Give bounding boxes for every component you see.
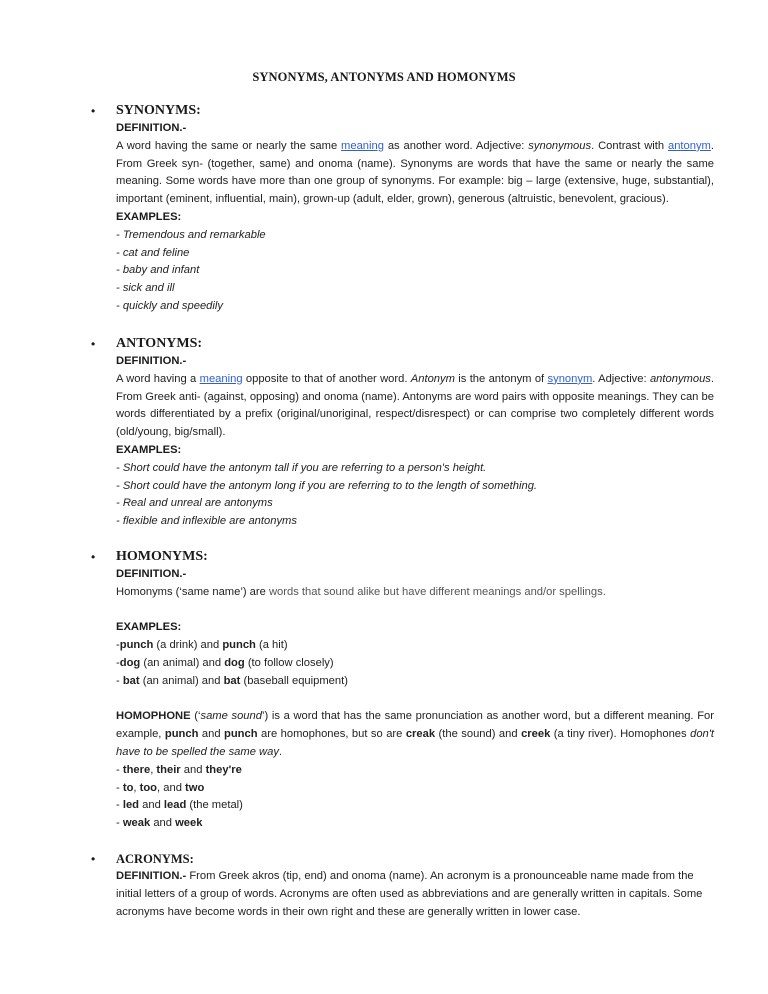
antonyms-section — [91, 335, 715, 531]
bullet-icon: • — [91, 852, 96, 866]
antonym-example: - flexible and inflexible are antonyms — [116, 515, 297, 528]
document-title: SYNONYMS, ANTONYMS AND HOMONYMS — [252, 70, 516, 84]
meaning-link[interactable]: meaning — [341, 139, 384, 152]
synonyms-definition-label: DEFINITION.- — [116, 122, 187, 134]
synonym-example: - quickly and speedily — [116, 299, 223, 312]
acronyms-section — [91, 850, 714, 921]
homonyms-definition-label: DEFINITION.- — [116, 568, 187, 580]
homophone-example: - led and lead (the metal) — [116, 799, 243, 812]
synonyms-section — [91, 102, 714, 316]
homonyms-section — [91, 548, 715, 833]
homophone-example: - to, too, and two — [116, 781, 205, 794]
homophone-example: - there, their and they're — [116, 763, 242, 776]
synonym-example: - Tremendous and remarkable — [116, 228, 266, 241]
acronyms-definition: DEFINITION.- From Greek akros (tip, end) and onoma (name). An acronym is a pronounceable name made from the initial letters of a group of words. Acronyms are often used as abbreviations and are generally written in capitals. Some acronyms have become words in their own right and these are generally written in lower case. — [116, 870, 703, 918]
antonyms-examples-label: EXAMPLES: — [116, 443, 182, 456]
homonyms-heading: HOMONYMS: — [116, 549, 208, 564]
bullet-icon: • — [91, 550, 96, 564]
synonym-link[interactable]: synonym — [547, 372, 593, 385]
antonyms-heading: ANTONYMS: — [116, 336, 203, 351]
antonym-example: - Short could have the antonym long if you are referring to to the length of something. — [116, 479, 538, 492]
antonym-example: - Short could have the antonym tall if you are referring to a person's height. — [116, 461, 487, 474]
homonym-example: -dog (an animal) and dog (to follow closely) — [116, 656, 334, 669]
bullet-icon: • — [91, 104, 96, 118]
acronyms-heading: ACRONYMS: — [116, 852, 194, 866]
meaning-link[interactable]: meaning — [199, 372, 243, 385]
antonym-link[interactable]: antonym — [667, 139, 711, 152]
homonyms-definition: Homonyms (‘same name’) are words that sound alike but have different meanings and/or spellings. — [116, 585, 606, 598]
homonym-example: -punch (a drink) and punch (a hit) — [116, 639, 288, 652]
homonym-example: - bat (an animal) and bat (baseball equipment) — [116, 674, 348, 687]
homophone-definition: HOMOPHONE (‘same sound’) is a word that has the same pronunciation as another word, but a different meaning. For example, punch and punch are homophones, but so are creak (the sound) and creek (a tiny river). Homophones don't have to be spelled the same way. — [116, 710, 715, 758]
synonym-example: - cat and feline — [116, 246, 190, 259]
antonyms-definition-label: DEFINITION.- — [116, 355, 187, 367]
homonyms-examples-label: EXAMPLES: — [116, 621, 182, 634]
synonyms-definition: A word having the same or nearly the same meaning as another word. Adjective: synonymous. Contrast with antonym. From Greek syn- (together, same) and onoma (name). Synonyms are words that have the same or nearly the same meaning. Some words have more than one group of synonyms. For example: big – large (extensive, huge, substantial), important (eminent, influential, main), grown-up (adult, elder, grown), generous (altruistic, benevolent, gracious). — [116, 139, 714, 206]
antonyms-definition: A word having a meaning opposite to that of another word. Antonym is the antonym of synonym. Adjective: antonymous. From Greek anti- (against, opposing) and onoma (name). Antonyms are word pairs with opposite meanings. They can be words differentiated by a prefix (original/unoriginal, respect/disrespect) or can comprise two completely different words (old/young, big/small). — [116, 372, 715, 439]
synonym-example: - sick and ill — [116, 282, 175, 295]
bullet-icon: • — [91, 337, 96, 351]
synonyms-heading: SYNONYMS: — [116, 103, 201, 118]
synonyms-examples-label: EXAMPLES: — [116, 210, 182, 223]
synonym-example: - baby and infant — [116, 264, 200, 277]
homophone-example: - weak and week — [116, 817, 203, 830]
antonym-example: - Real and unreal are antonyms — [116, 497, 273, 510]
